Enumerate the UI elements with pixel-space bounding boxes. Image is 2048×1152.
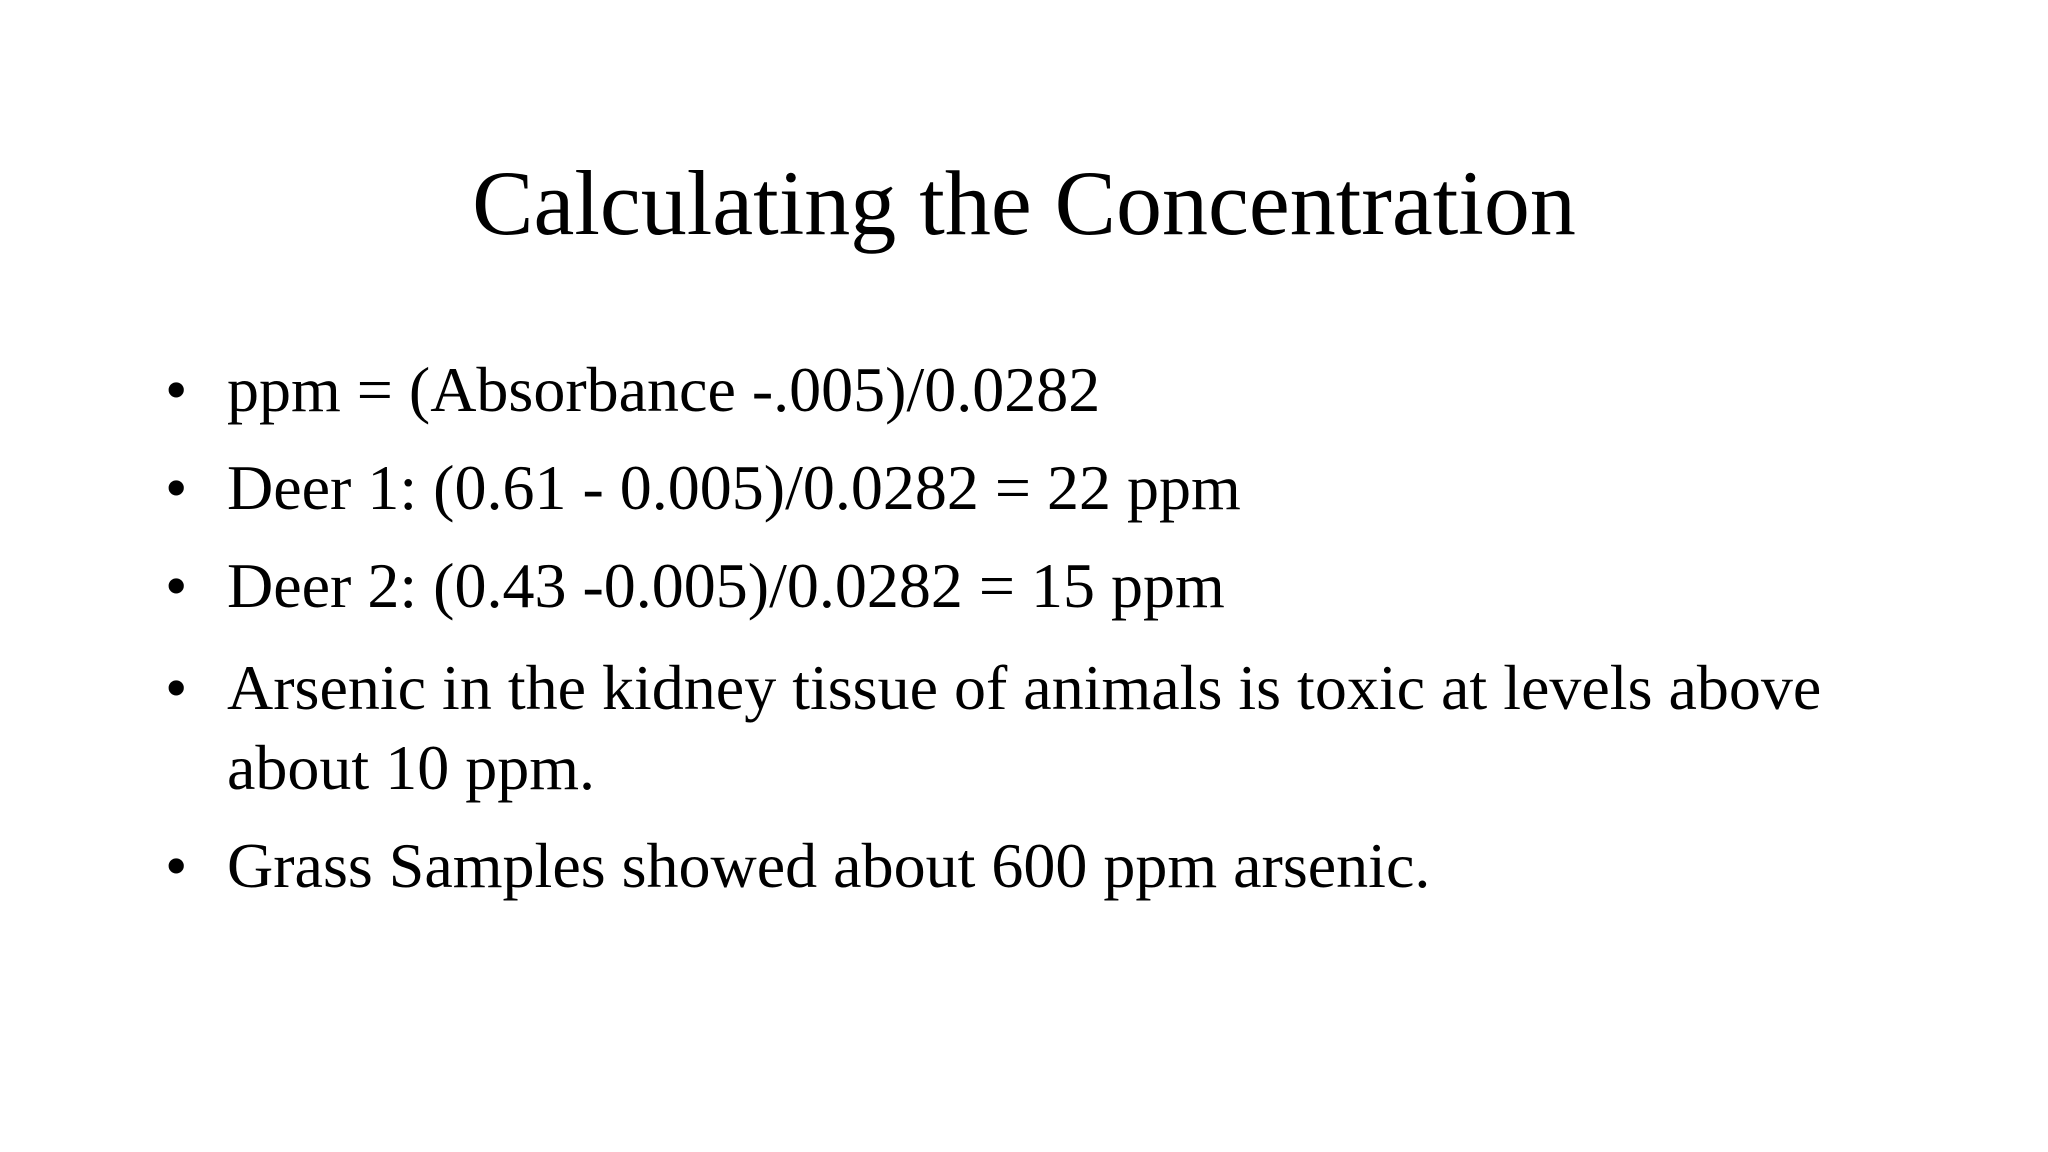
bullet-icon: • <box>165 550 188 621</box>
bullet-item-deer-1 <box>165 448 1847 528</box>
bullet-icon: • <box>165 830 188 901</box>
bullet-item-formula <box>165 350 1847 430</box>
bullet-text: Deer 1: (0.61 - 0.005)/0.0282 = 22 ppm <box>227 452 1241 523</box>
slide-title: Calculating the Concentration <box>472 152 1576 254</box>
bullet-item-grass-samples <box>165 826 1847 906</box>
bullet-item-toxicity <box>165 648 1847 808</box>
bullet-text: Deer 2: (0.43 -0.005)/0.0282 = 15 ppm <box>227 550 1225 621</box>
bullet-icon: • <box>165 354 188 425</box>
bullet-text: ppm = (Absorbance -.005)/0.0282 <box>227 354 1101 425</box>
bullet-item-deer-2 <box>165 546 1847 626</box>
bullet-icon: • <box>165 652 188 723</box>
bullet-text: Arsenic in the kidney tissue of animals is toxic at levels above about 10 ppm. <box>227 652 1822 803</box>
bullet-text: Grass Samples showed about 600 ppm arsenic. <box>227 830 1431 901</box>
bullet-icon: • <box>165 452 188 523</box>
